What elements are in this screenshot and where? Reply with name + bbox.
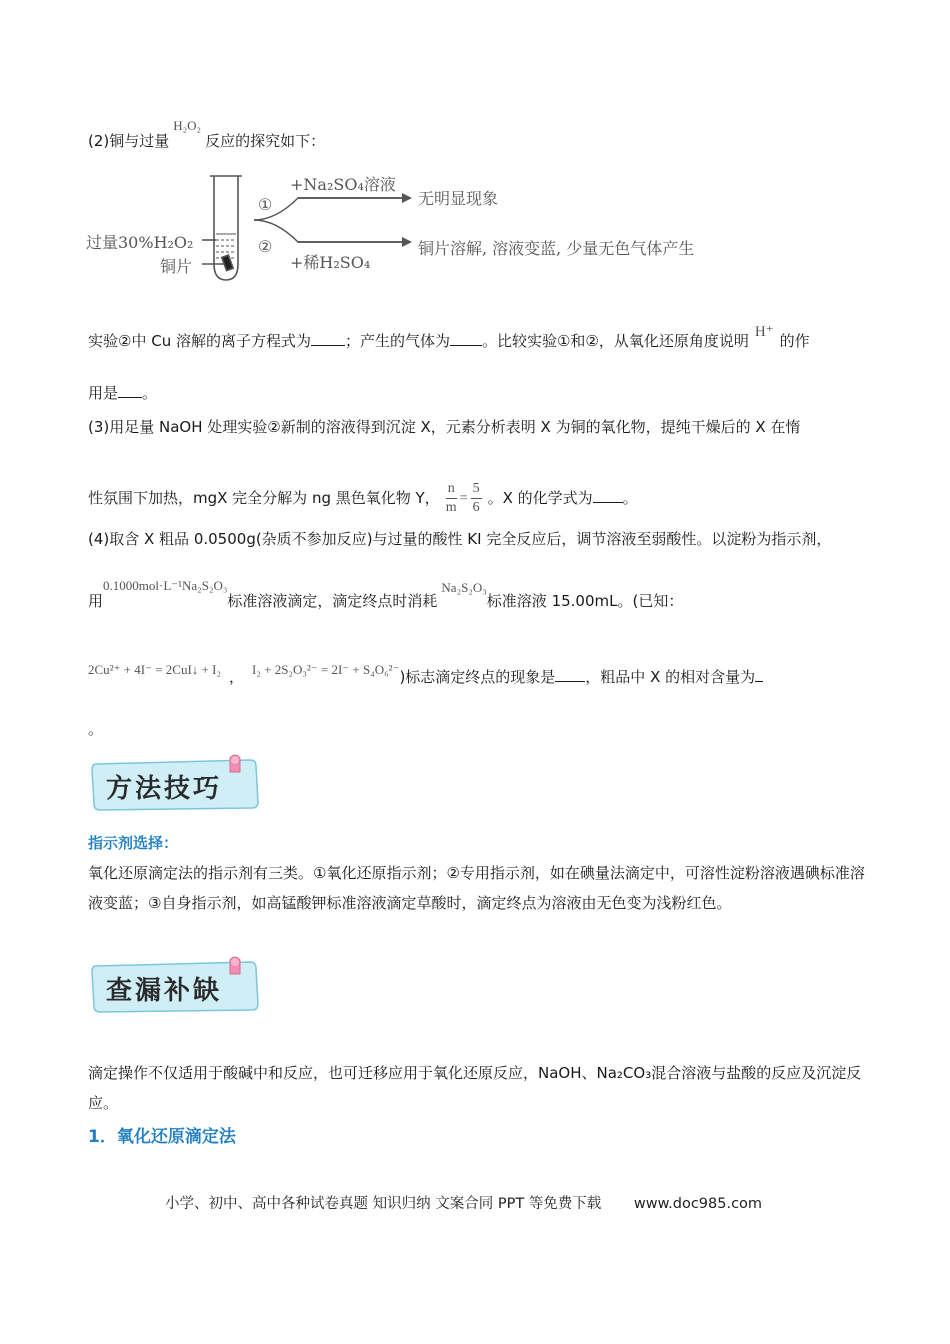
branch1-result: 无明显现象 [418, 189, 499, 208]
copper-label: 铜片 [160, 257, 193, 276]
q4-line-4: 。 [88, 720, 104, 738]
q2-question-line-end: 用是 。 [88, 384, 158, 402]
test-tube-icon [202, 176, 242, 280]
methods-heading: 指示剂选择： [88, 834, 179, 852]
answer-blank[interactable] [755, 667, 763, 682]
answer-blank[interactable] [118, 383, 142, 398]
answer-blank[interactable] [450, 331, 482, 346]
experiment-diagram [86, 168, 766, 288]
h-plus-formula: H⁺ [754, 324, 774, 340]
reagent-label: 过量30%H₂O₂ [86, 233, 194, 252]
gaps-body: 滴定操作不仅适用于酸碱中和反应，也可迁移应用于氧化还原反应，NaOH、Na₂CO₃混合溶液与盐酸的反应及沉淀反应。 [88, 1064, 862, 1112]
branch1-number: ① [258, 195, 273, 214]
h2o2-formula: H₂O₂ [173, 118, 202, 133]
gaps-badge-title: 查漏补缺 [106, 976, 223, 1006]
q2-intro-line: (2)铜与过量H₂O₂反应的探究如下： [88, 118, 326, 150]
footer-site-link[interactable]: www.doc985.com [633, 1196, 763, 1212]
footer-text: 小学、初中、高中各种试卷真题 知识归纳 文案合同 PPT 等免费下载 [165, 1196, 602, 1212]
q4-line-2: 用0.1000mol·L⁻¹Na₂S₂O₃标准溶液滴定，滴定终点时消耗Na₂S₂O₃标准溶液 15.00mL。(已知： [88, 578, 684, 610]
gaps-badge [90, 956, 260, 1014]
q4-line-3: 2Cu²⁺ + 4I⁻ = 2CuI↓ + I₂ ， I₂ + 2S₂O₃²⁻ = 2I⁻ + S₄O₆²⁻)标志滴定终点的现象是 ，粗品中 X 的相对含量为 [88, 666, 763, 689]
branch2-number: ② [258, 237, 273, 256]
q2-question-line: 实验②中 Cu 溶解的离子方程式为 ；产生的气体为 。比较实验①和②，从氧化还原角度说明 H⁺ 的作 [88, 324, 810, 350]
section-heading: 1．氧化还原滴定法 [88, 1127, 236, 1147]
methods-badge-title: 方法技巧 [106, 774, 223, 804]
branch2-reagent: +稀H₂SO₄ [290, 253, 371, 272]
q4-line-1: (4)取含 X 粗品 0.0500g(杂质不参加反应)与过量的酸性 KI 完全反应后，调节溶液至弱酸性。以淀粉为指示剂， [88, 530, 832, 548]
titrant-formula: 0.1000mol·L⁻¹Na₂S₂O₃ [103, 578, 228, 593]
branch2-result: 铜片溶解, 溶液变蓝, 少量无色气体产生 [418, 239, 695, 258]
equation-1: 2Cu²⁺ + 4I⁻ = 2CuI↓ + I₂ [88, 662, 221, 677]
branch-lines [254, 198, 406, 242]
answer-blank[interactable] [311, 331, 345, 346]
answer-blank[interactable] [555, 667, 585, 682]
q3-line-1: (3)用足量 NaOH 处理实验②新制的溶液得到沉淀 X，元素分析表明 X 为铜的氧化物，提纯干燥后的 X 在惰 [88, 418, 801, 436]
q3-line-2: 性氛围下加热，mgX 完全分解为 ng 黑色氧化物 Y， $\frac{n}{m}$ = $\frac{5}{6}$ 。X 的化学式为 。 [88, 481, 638, 515]
thiosulfate-formula: Na₂S₂O₃ [441, 580, 487, 595]
answer-blank[interactable] [593, 488, 623, 503]
ratio-formula: $\frac{n}{m}$ = $\frac{5}{6}$ [445, 481, 480, 515]
arrow-icon [298, 193, 412, 247]
methods-body: 氧化还原滴定法的指示剂有三类。①氧化还原指示剂；②专用指示剂，如在碘量法滴定中，可溶性淀粉溶液遇碘标准溶液变蓝；③自身指示剂，如高锰酸钾标准溶液滴定草酸时，滴定终点为溶液由无色变为浅粉红色。 [88, 864, 865, 912]
footer [165, 1192, 762, 1213]
equation-2: I₂ + 2S₂O₃²⁻ = 2I⁻ + S₄O₆²⁻ [252, 662, 400, 677]
methods-badge [90, 754, 260, 812]
branch1-reagent: +Na₂SO₄溶液 [290, 175, 396, 194]
